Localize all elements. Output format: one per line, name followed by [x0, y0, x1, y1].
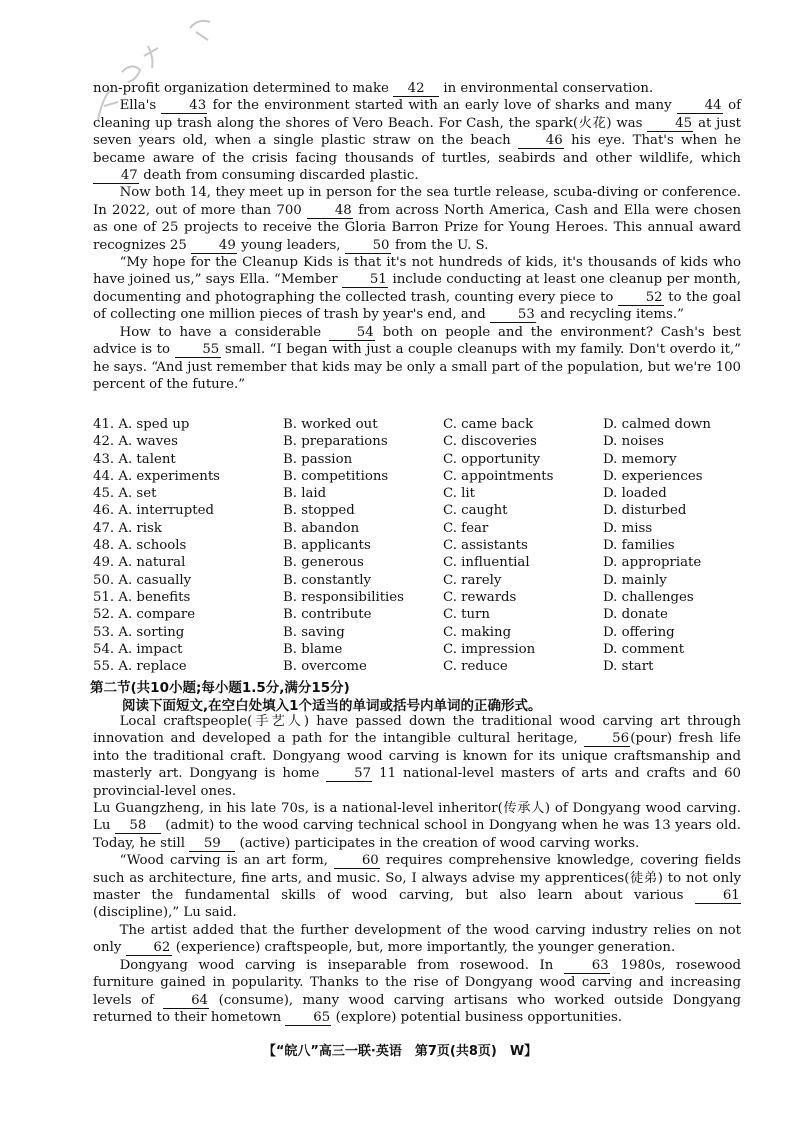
option-choice: 48. A. schools: [93, 538, 187, 554]
blank-65: 65: [285, 1010, 331, 1026]
option-choice: B. abandon: [283, 520, 360, 536]
option-choice: B. responsibilities: [283, 589, 404, 605]
option-choice: 42. A. waves: [93, 434, 178, 450]
option-choice: D. calmed down: [603, 417, 711, 432]
blank-53: 53: [490, 307, 536, 323]
option-choice: B. generous: [283, 555, 364, 571]
page-footer: 【“皖八”高三一联·英语 第7页(共8页) W】: [262, 1044, 538, 1059]
section-heading: 第二节(共10小题;每小题1.5分,满分15分): [90, 680, 350, 696]
paragraph: Ella's 43 for the environment started with an early love of sharks and many 44 of cleaning up trash along the shores of Vero Beach. For Cash, the spark(火花) was 45 at just seven years old, when a single plastic straw on the beach 46 his eye. That's when he became aware of the crisis facing thousands of turtles, seabirds and other wildlife, which 47 death from consuming discarded plastic.: [93, 98, 742, 184]
option-choice: D. miss: [603, 520, 653, 536]
option-row: [93, 537, 743, 554]
option-choice: D. offering: [603, 624, 675, 640]
blank-43: 43: [161, 98, 207, 114]
paragraph: Now both 14, they meet up in person for the sea turtle release, scuba-diving or conference. In 2022, out of more than 700 48 from across North America, Cash and Ella were chosen as one of 25 projects to receive the Gloria Barron Prize for Young Heroes. This annual award recognizes 25 49 young leaders, 50 from the U. S.: [93, 185, 742, 253]
paragraph: non-profit organization determined to make 42 in environmental conservation.: [93, 81, 654, 96]
option-choice: C. making: [443, 624, 512, 640]
answer-options: [93, 416, 743, 675]
option-choice: 47. A. risk: [93, 520, 162, 536]
blank-59: 59: [189, 836, 235, 852]
option-row: [93, 502, 743, 519]
option-choice: D. loaded: [603, 486, 667, 502]
option-row: [93, 485, 743, 502]
option-choice: C. discoveries: [443, 434, 537, 450]
option-choice: D. challenges: [603, 589, 694, 605]
option-choice: B. overcome: [283, 659, 367, 675]
option-choice: D. appropriate: [603, 555, 702, 571]
option-choice: D. memory: [603, 451, 677, 467]
option-choice: 54. A. impact: [93, 641, 183, 657]
blank-47: 47: [93, 168, 139, 184]
option-choice: D. families: [603, 538, 675, 554]
blank-48: 48: [307, 203, 353, 219]
option-row: [93, 520, 743, 537]
option-choice: D. comment: [603, 641, 685, 657]
option-choice: 53. A. sorting: [93, 624, 185, 640]
option-choice: C. reduce: [443, 659, 508, 675]
option-row: [93, 572, 743, 589]
option-row: [93, 451, 743, 468]
blank-44: 44: [677, 98, 723, 114]
option-choice: D. disturbed: [603, 503, 687, 519]
passage-grammar-fill: [93, 713, 741, 1026]
option-choice: 44. A. experiments: [93, 468, 220, 484]
paragraph: “Wood carving is an art form, 60 requires comprehensive knowledge, covering fields such as architecture, fine arts, and music. So, I always advise my apprentices(徒弟) to not only master the fundamental skills of wood carving, but also learn about various 61 (discipline),” Lu said.: [93, 853, 741, 921]
option-choice: B. saving: [283, 624, 345, 640]
blank-46: 46: [518, 133, 564, 149]
blank-61: 61: [695, 888, 741, 904]
blank-62: 62: [126, 940, 172, 956]
blank-42: 42: [393, 81, 439, 97]
option-choice: C. rewards: [443, 589, 517, 605]
option-row: [93, 554, 743, 571]
paragraph: Lu Guangzheng, in his late 70s, is a national-level inheritor(传承人) of Dongyang wood carving. Lu 58 (admit) to the wood carving technical school in Dongyang when he was 13 years old. Today, he still 59 (active) participates in the creation of wood carving works.: [93, 801, 741, 851]
option-choice: 45. A. set: [93, 486, 157, 502]
blank-45: 45: [647, 116, 693, 132]
option-row: [93, 433, 743, 450]
option-choice: C. rarely: [443, 572, 502, 588]
option-choice: C. influential: [443, 555, 530, 571]
option-choice: D. noises: [603, 434, 664, 450]
option-choice: 41. A. sped up: [93, 417, 190, 432]
option-choice: C. impression: [443, 641, 536, 657]
option-row: [93, 416, 743, 433]
option-choice: B. applicants: [283, 538, 371, 554]
option-row: [93, 658, 743, 675]
blank-63: 63: [564, 958, 610, 974]
option-row: [93, 606, 743, 623]
option-row: [93, 641, 743, 658]
option-choice: D. donate: [603, 607, 668, 623]
blank-58: 58: [115, 818, 161, 834]
paragraph: How to have a considerable 54 both on people and the environment? Cash's best advice is to 55 small. “I began with just a couple cleanups with my family. Don't overdo it,” he says. “And just remember that kids may be only a small part of the population, but we're 100 percent of the future.”: [93, 324, 741, 392]
blank-49: 49: [191, 238, 237, 254]
blank-55: 55: [175, 342, 221, 358]
option-row: [93, 589, 743, 606]
option-choice: C. turn: [443, 607, 490, 623]
blank-64: 64: [163, 993, 209, 1009]
option-choice: C. came back: [443, 417, 534, 432]
option-choice: C. fear: [443, 520, 489, 536]
option-choice: 55. A. replace: [93, 659, 187, 675]
option-choice: 49. A. natural: [93, 555, 186, 571]
blank-60: 60: [334, 853, 380, 869]
option-choice: C. lit: [443, 486, 476, 502]
option-choice: C. assistants: [443, 538, 528, 554]
blank-50: 50: [345, 238, 391, 254]
option-choice: 46. A. interrupted: [93, 503, 214, 519]
paragraph: Dongyang wood carving is inseparable from rosewood. In 63 1980s, rosewood furniture gained in popularity. Thanks to the rise of Dongyang wood carving and increasing levels of 64 (consume), many wood carving artisans who worked outside Dongyang returned to their hometown 65 (explore) potential business opportunities.: [93, 957, 741, 1025]
option-choice: 52. A. compare: [93, 607, 196, 623]
option-choice: D. start: [603, 659, 654, 675]
option-choice: D. experiences: [603, 468, 703, 484]
option-choice: 51. A. benefits: [93, 589, 191, 605]
section-instruction: 阅读下面短文,在空白处填入1个适当的单词或括号内单词的正确形式。: [122, 698, 542, 714]
paragraph: Local craftspeople(手艺人) have passed down the traditional wood carving art through innovation and developed a path for the intangible cultural heritage, 56(pour) fresh life into the traditional craft. Dongyang wood carving is known for its unique craftsmanship and masterly art. Dongyang is home 57 11 national-level masters of arts and crafts and 60 provincial-level ones.: [93, 714, 741, 799]
blank-56: 56: [584, 731, 630, 747]
option-row: [93, 468, 743, 485]
blank-52: 52: [618, 290, 664, 306]
option-choice: 50. A. casually: [93, 572, 192, 588]
option-choice: C. appointments: [443, 468, 554, 484]
option-choice: B. passion: [283, 451, 353, 467]
blank-51: 51: [342, 272, 388, 288]
option-choice: B. contribute: [283, 607, 372, 623]
option-choice: C. caught: [443, 503, 508, 519]
option-choice: B. worked out: [283, 417, 378, 432]
option-choice: C. opportunity: [443, 451, 541, 467]
option-choice: B. constantly: [283, 572, 372, 588]
paragraph: The artist added that the further development of the wood carving industry relies on not only 62 (experience) craftspeople, but, more importantly, the younger generation.: [93, 922, 741, 956]
option-choice: B. competitions: [283, 468, 389, 484]
blank-54: 54: [329, 325, 375, 341]
option-choice: 43. A. talent: [93, 451, 176, 467]
blank-57: 57: [326, 766, 372, 782]
option-choice: B. stopped: [283, 503, 355, 519]
option-choice: B. preparations: [283, 434, 388, 450]
option-row: [93, 624, 743, 641]
passage-cloze: [93, 80, 741, 393]
option-choice: B. blame: [283, 641, 343, 657]
option-choice: B. laid: [283, 486, 327, 502]
paragraph: “My hope for the Cleanup Kids is that it's not hundreds of kids, it's thousands of kids who have joined us,” says Ella. “Member 51 include conducting at least one cleanup per month, documenting and photographing the collected trash, counting every piece to 52 to the goal of collecting one million pieces of trash by year's end, and 53 and recycling items.”: [93, 255, 741, 323]
option-choice: D. mainly: [603, 572, 667, 588]
